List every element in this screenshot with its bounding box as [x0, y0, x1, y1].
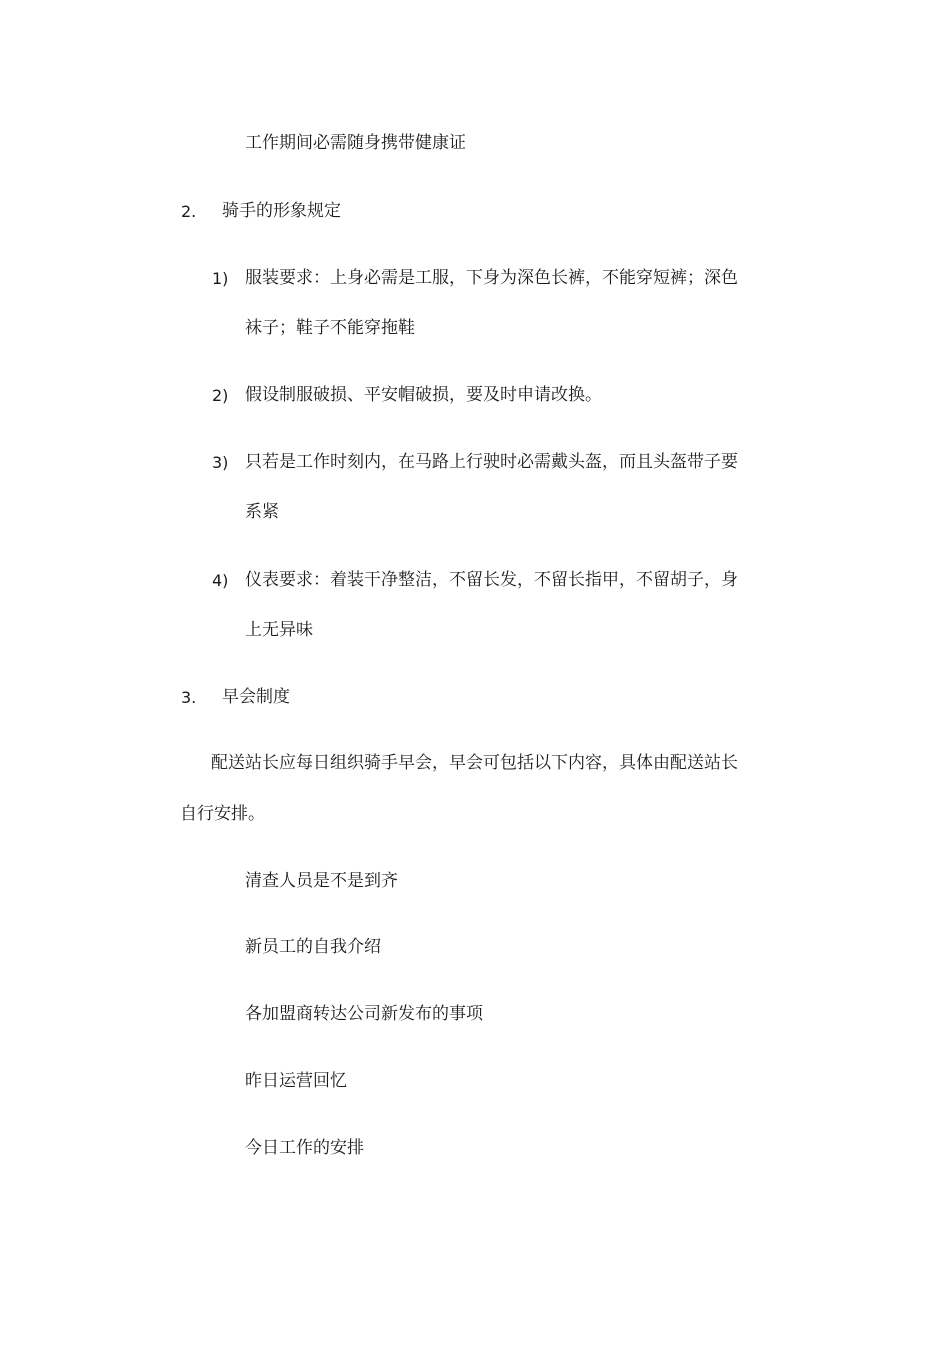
section-3-number: 3.: [181, 688, 197, 707]
list-item: 各加盟商转达公司新发布的事项: [245, 1004, 483, 1024]
list-item: 昨日运营回忆: [245, 1071, 347, 1091]
item-2-number: 2): [212, 386, 229, 405]
section-3-paragraph-line-2: 自行安排。: [180, 804, 265, 824]
item-2-line-1: 假设制服破损、平安帽破损，要及时申请改换。: [245, 385, 602, 405]
item-1-line-1: 服装要求：上身必需是工服，下身为深色长裤，不能穿短裤；深色: [245, 268, 738, 288]
item-3-line-2: 系紧: [245, 502, 279, 522]
item-4-line-1: 仪表要求：着装干净整洁，不留长发，不留长指甲，不留胡子，身: [245, 570, 738, 590]
item-3-number: 3): [212, 453, 229, 472]
item-3-line-1: 只若是工作时刻内，在马路上行驶时必需戴头盔，而且头盔带子要: [245, 452, 738, 472]
item-4-number: 4): [212, 571, 229, 590]
section-2-title: 骑手的形象规定: [222, 201, 341, 221]
section-2-number: 2.: [181, 202, 197, 221]
section-3-paragraph-line-1: 配送站长应每日组织骑手早会，早会可包括以下内容，具体由配送站长: [211, 753, 738, 773]
section-3-title: 早会制度: [222, 687, 290, 707]
list-item: 清查人员是不是到齐: [245, 871, 398, 891]
item-1-number: 1): [212, 269, 229, 288]
list-item: 新员工的自我介绍: [245, 937, 381, 957]
item-1-line-2: 袜子；鞋子不能穿拖鞋: [245, 318, 415, 338]
list-item: 今日工作的安排: [245, 1138, 364, 1158]
intro-line: 工作期间必需随身携带健康证: [245, 133, 466, 153]
item-4-line-2: 上无异味: [245, 620, 313, 640]
